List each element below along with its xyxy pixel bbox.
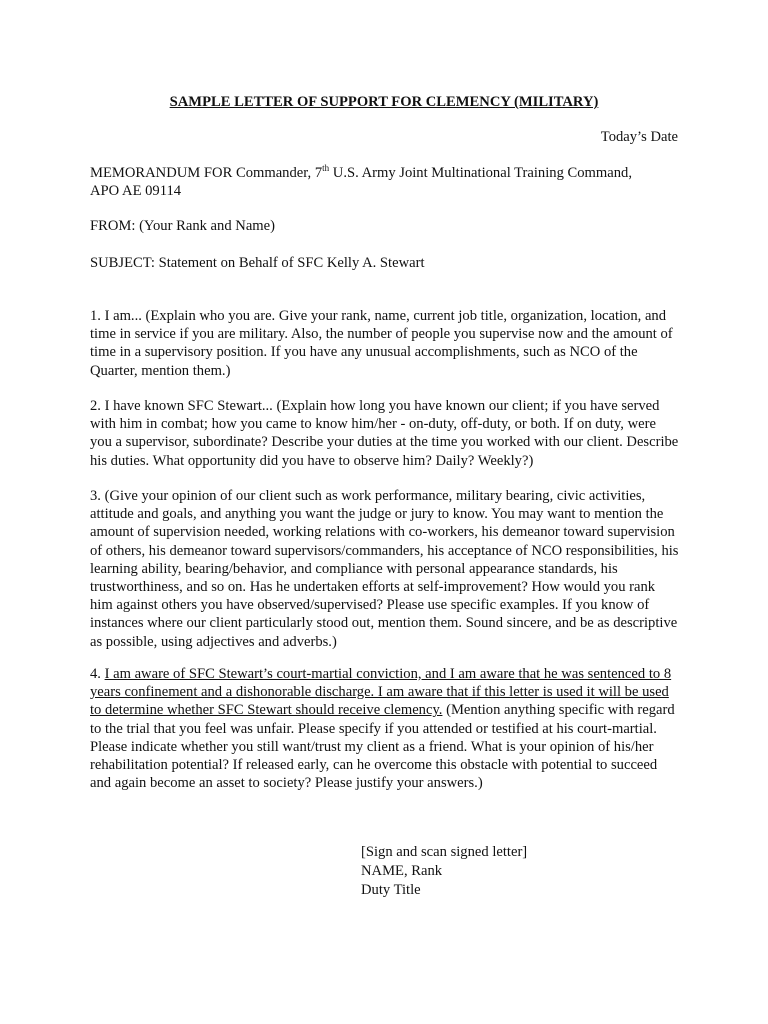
date-line: Today’s Date [600,129,678,145]
signature-block [361,843,527,900]
memo-prefix: MEMORANDUM FOR Commander, 7 [90,165,323,181]
subject-line: SUBJECT: Statement on Behalf of SFC Kelly A. Stewart [90,255,425,271]
from-line: FROM: (Your Rank and Name) [90,218,275,234]
paragraph-4-underlined: I am aware of SFC Stewart’s court-martial conviction, and I am aware that he was sentenced to 8 years confinement and a dishonorable discharge. I am aware that if this letter is used it will be used to determine whether SFC Stewart should receive clemency. [90,666,672,719]
signature-instruction: [Sign and scan signed letter] [361,844,528,860]
memo-suffix: U.S. Army Joint Multinational Training Command, [329,165,632,181]
signature-name: NAME, Rank [361,863,443,879]
signature-title: Duty Title [361,882,421,898]
paragraph-3: 3. (Give your opinion of our client such as work performance, military bearing, civic activities, attitude and goals, and anything you want the judge or jury to know. You may want to mention the amount of supervision needed, working relations with co-workers, his demeanor toward supervision of others, his demeanor toward supervisors/commanders, his acceptance of NCO responsibilities, his learning ability, bearing/behavior, and compliance with personal appearance standards, his trustworthiness, and so on. Has he undertaken efforts at self-improvement? How would you rank him against others you have observed/supervised? Please use specific examples. If you know of instances where our client particularly stood out, mention them. Sound sincere, and be as descriptive as possible, using adjectives and adverbs.) [90,488,679,650]
paragraph-1: 1. I am... (Explain who you are. Give your rank, name, current job title, organization, location, and time in service if you are military. Also, the number of people you supervise now and the amount of time in a supervisory position. If you have any unusual accomplishments, such as NCO of the Quarter, mention them.) [90,308,673,379]
paragraph-2: 2. I have known SFC Stewart... (Explain how long you have known our client; if you have served with him in combat; how you came to know him/her - on-duty, off-duty, or both. If on duty, were you a supervisor, subordinate? Describe your duties at the time you worked with our client. Describe his duties. What opportunity did you have to observe him? Daily? Weekly?) [90,398,679,469]
paragraph-4 [90,665,680,792]
paragraph-4-number: 4. [90,666,105,682]
memo-superscript: th [322,163,330,174]
memorandum-for [90,164,680,200]
document-title: SAMPLE LETTER OF SUPPORT FOR CLEMENCY (MILITARY) [169,94,599,110]
paragraph-4-rest: (Mention anything specific with regard to the trial that you feel was unfair. Please specify if you attended or testified at his court-martial. Please indicate whether you still want/trust my client as a friend. What is your opinion of his/her rehabilitation potential? If released early, can he overcome this obstacle with potential to succeed and again become an asset to society? Please justify your answers.) [90,702,675,792]
memo-address: APO AE 09114 [90,183,182,200]
